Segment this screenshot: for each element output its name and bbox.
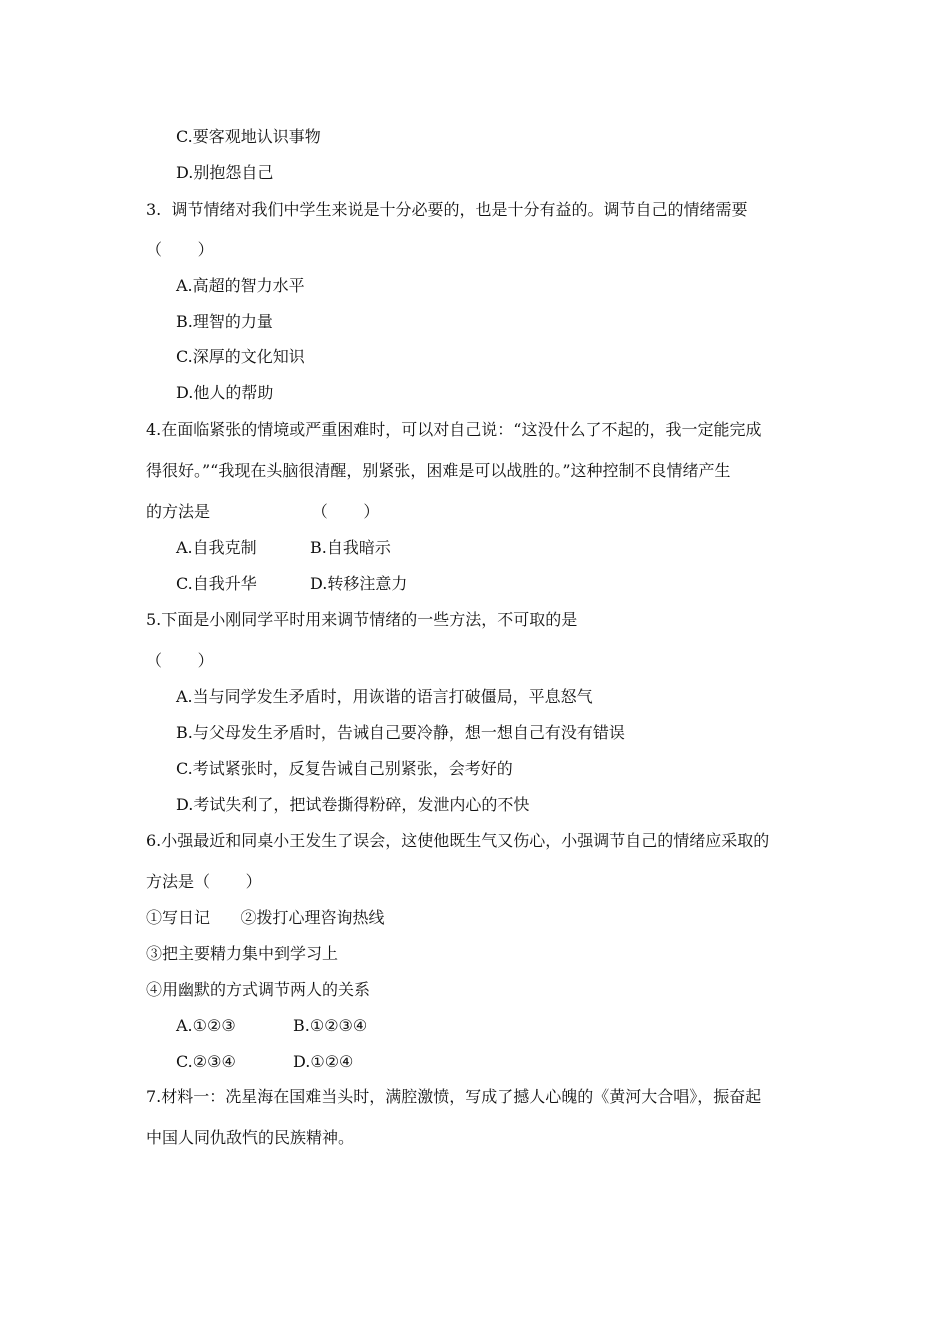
q6-statement-3: ③把主要精力集中到学习上 — [146, 944, 339, 963]
q4-option-b: B.自我暗示 — [310, 538, 391, 557]
q3-option-a: A.高超的智力水平 — [176, 276, 305, 295]
q4-stem-line3: 的方法是 （ ） — [146, 502, 380, 521]
q5-option-c: C.考试紧张时，反复告诫自己别紧张，会考好的 — [176, 759, 513, 778]
q2-option-c: C.要客观地认识事物 — [176, 127, 321, 146]
q3-option-c: C.深厚的文化知识 — [176, 347, 305, 366]
q6-option-d: D.①②④ — [293, 1052, 354, 1071]
q6-stem-line1: 6.小强最近和同桌小王发生了误会，这使他既生气又伤心，小强调节自己的情绪应采取的 — [146, 831, 770, 850]
q3-stem: 3. 调节情绪对我们中学生来说是十分必要的，也是十分有益的。调节自己的情绪需要 — [146, 200, 748, 219]
q6-statement-1-2: ①写日记 ②拨打心理咨询热线 — [146, 908, 385, 927]
q4-stem-line2: 得很好。”“我现在头脑很清醒，别紧张，困难是可以战胜的。”这种控制不良情绪产生 — [146, 461, 731, 480]
q5-answer-blank: （ ） — [146, 651, 214, 670]
q7-material-line2: 中国人同仇敌忾的民族精神。 — [146, 1128, 355, 1147]
q4-option-c: C.自我升华 — [176, 574, 257, 593]
q6-option-c: C.②③④ — [176, 1052, 236, 1071]
q5-option-d: D.考试失利了，把试卷撕得粉碎，发泄内心的不快 — [176, 795, 530, 814]
q4-stem-line1: 4.在面临紧张的情境或严重困难时，可以对自己说：“这没什么了不起的，我一定能完成 — [146, 420, 762, 439]
q5-option-b: B.与父母发生矛盾时，告诫自己要冷静，想一想自己有没有错误 — [176, 723, 625, 742]
q5-stem: 5.下面是小刚同学平时用来调节情绪的一些方法，不可取的是 — [146, 610, 578, 629]
q6-stem-line2: 方法是（ ） — [146, 872, 262, 891]
q3-answer-blank: （ ） — [146, 240, 214, 259]
q3-option-b: B.理智的力量 — [176, 312, 273, 331]
q5-option-a: A.当与同学发生矛盾时，用诙谐的语言打破僵局，平息怒气 — [176, 687, 593, 706]
q4-option-a: A.自我克制 — [176, 538, 257, 557]
q3-option-d: D.他人的帮助 — [176, 383, 274, 402]
q6-option-b: B.①②③④ — [293, 1016, 368, 1035]
q4-option-d: D.转移注意力 — [310, 574, 408, 593]
q7-material-line1: 7.材料一：冼星海在国难当头时，满腔激愤，写成了撼人心魄的《黄河大合唱》，振奋起 — [146, 1087, 762, 1106]
q6-statement-4: ④用幽默的方式调节两人的关系 — [146, 980, 371, 999]
q6-option-a: A.①②③ — [176, 1016, 236, 1035]
q2-option-d: D.别抱怨自己 — [176, 163, 274, 182]
